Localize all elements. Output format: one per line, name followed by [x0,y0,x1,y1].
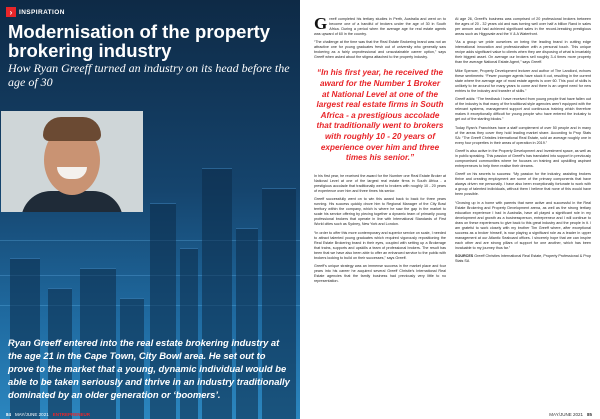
issue-date: MAY/JUNE 2021 [549,412,583,417]
drop-cap: G [314,14,328,33]
page-footer-right [549,412,592,417]
pull-quote: “In his first year, he received the award for the Number 1 Broker at National Level at one of the largest real estate firms in South Africa - a prestigious accolade that traditionally went to brokers with roughly 10 - 20 years of experience over him and three times his senior.” [316,68,444,163]
right-page [300,0,600,419]
arrow-icon: › [6,7,16,17]
section-badge [6,7,65,17]
magazine-name: ENTREPRENEUR [52,412,90,417]
article-paragraph: “Growing up in a home with parents that were active and successful in the Real Estate Brokering and Property Development arena, as well as the strong tertiary education experience I had in Australia, have all played a significant role in my development and growth as a businessperson, entrepreneur and I will continue to draw on these experiences to give back to this great industry and the people in it. I am grateful to work closely with my brother Tim Greeff where, after exceptional success as a broker himself, is now playing a significant role as a leader in upper management at our Atlantic Seaboard offices. I sincerely hope that we can inspire each other and are strong pillars of support for one another, which has been invaluable to my journey thus far.” [455,200,591,250]
page-number: 85 [586,412,592,417]
article-paragraph: “As a group we pride ourselves on being the leading brand in cutting edge international innovation and professionalism with a personal touch. This unique recipe adds significant value to clients when they are disposing of what is invariably their biggest asset. On average our brokers sell roughly 3-4 times more property than the average National Estate Agent,” says Greeff. [455,40,591,65]
article-paragraph: Mike Spencer, Property Development lecturer and author of The Landlord, echoes these sentiments: “Fewer younger agents have stuck it out, resulting in the current state where the average age of most estate agents is over 60. This pool of skills is unlikely to be around for many years to come and there is an urgent need for new entries to the industry and transfer of skills.” [455,68,591,93]
article-paragraph: “The challenge at the time was that the Real Estate Brokering brand was not an attractive one for young graduates fresh out of university who generally saw brokering as a fairly unprofessional and unsustainable career option,” says Greeff when asked about the stigma attached to the property industry. [314,40,446,60]
article-paragraph: Greeff successfully went on to win this award back to back for three years running. His success quickly drove him to Regional Manager of the City Bowl territory within the company, which is where he saw the gap in the market to scale his service offering by piecing together a dynamic team of primarily young professional brokers that operate in line with International Standards of First World cities such as Sydney, New York and London. [314,197,446,227]
sources-text: Greeff Christies International Real Estate, Property Professional & Prop Stats SA [455,254,591,264]
article-paragraph: Today Ryan’s Franchises have a staff complement of over 50 people and in many of the areas they cover they hold leading market share. According to Prop Stats SA: “The Greeff Christies International Real Estate, sold an average roughly one in every four properties in their areas of operation in 2019.” [455,125,591,145]
portrait-photo [1,111,143,212]
sources-label: SOURCES [455,254,474,259]
article-column-1 [314,14,446,287]
article-paragraph: Greeff completed his tertiary studies in Perth, Australia and went on to become one of a handful of brokers under the age of 30 in South Africa. During a period when the average age for real estate agents was upward of 60 in the country. [314,14,446,36]
article-paragraph: Greeff’s unique strategy was an immense success in the market place and four years into his career he acquired several Greeff Christie’s International Real Estate agencies that the family business had previously very little to no representation. [314,263,446,283]
standfirst: How Ryan Greeff turned an industry on its head before the age of 30 [8,61,290,89]
section-label: INSPIRATION [19,8,65,16]
article-paragraph: At age 26, Greeff’s business was comprised of 20 professional brokers between the ages of 20 - 32 years old and was turning well over half a billion Rand in sales per annum and had achieved significant sales in the record-breaking prestigious areas such as Higgovale and the V & A Waterfront. [455,17,591,36]
photo-caption: Ryan Greeff entered into the real estate brokering industry at the age 21 in the Cape Town, City Bowl area. He set out to prove to the market that a young, dynamic individual would be able to be taken seriously and thrive in an industry traditionally dominated by an older generation or ‘boomers’. [8,337,290,400]
article-paragraph: In his first year, he received the award for the Number one Real Estate Broker at National Level at one of the largest real estate firms in South Africa - a prestigious accolade that traditionally went to brokers with roughly 10 - 20 years of experience over him and three times his senior. [314,173,446,193]
article-paragraph: Greeff adds: “The feedback I have received from young people that have fallen out of the industry is that many of the traditional style agencies aren’t equipped with the relevant systems, management support and continuous training which therefore makes it exceptionally difficult for young people who have entered the industry to get out of the starting blocks.” [455,97,591,122]
page-footer-left [6,412,90,417]
article-paragraph: Greeff on his secrets to success: “My passion for the industry, assisting brokers thrive and creating employment are some of the primary components that have always driven me personally. I have also been exceptionally fortunate to work with a group of talented individuals, without them I believe that none of this would have been possible. [455,172,591,197]
issue-date: MAY/JUNE 2021 [15,412,49,417]
sources-line [455,254,591,264]
article-paragraph: Greeff is also active in the Property Development and Investment space, as well as in public speaking. This passion of Greeff’s has translated into support in previously compromised communities where he focuses on training and upskilling aspirant entrepreneurs to help them realise their dreams. [455,148,591,168]
page-number: 84 [6,412,12,417]
article-column-2 [455,17,591,268]
article-paragraph: “In order to offer this more contemporary and superior service on scale, I needed to attract talented young graduates which required vigorously repositioning the Real Estate Brokering brand in their eyes, coupled with setting up a Brokerage that trains, supports and upskills a team of professional brokers. The result has been that we have also been able to offer an enhanced service to the public with brokers looking to build on their successes,” says Greeff. [314,230,446,260]
headline: Modernisation of the property brokering industry [8,21,271,61]
portrait-hair [43,117,101,141]
